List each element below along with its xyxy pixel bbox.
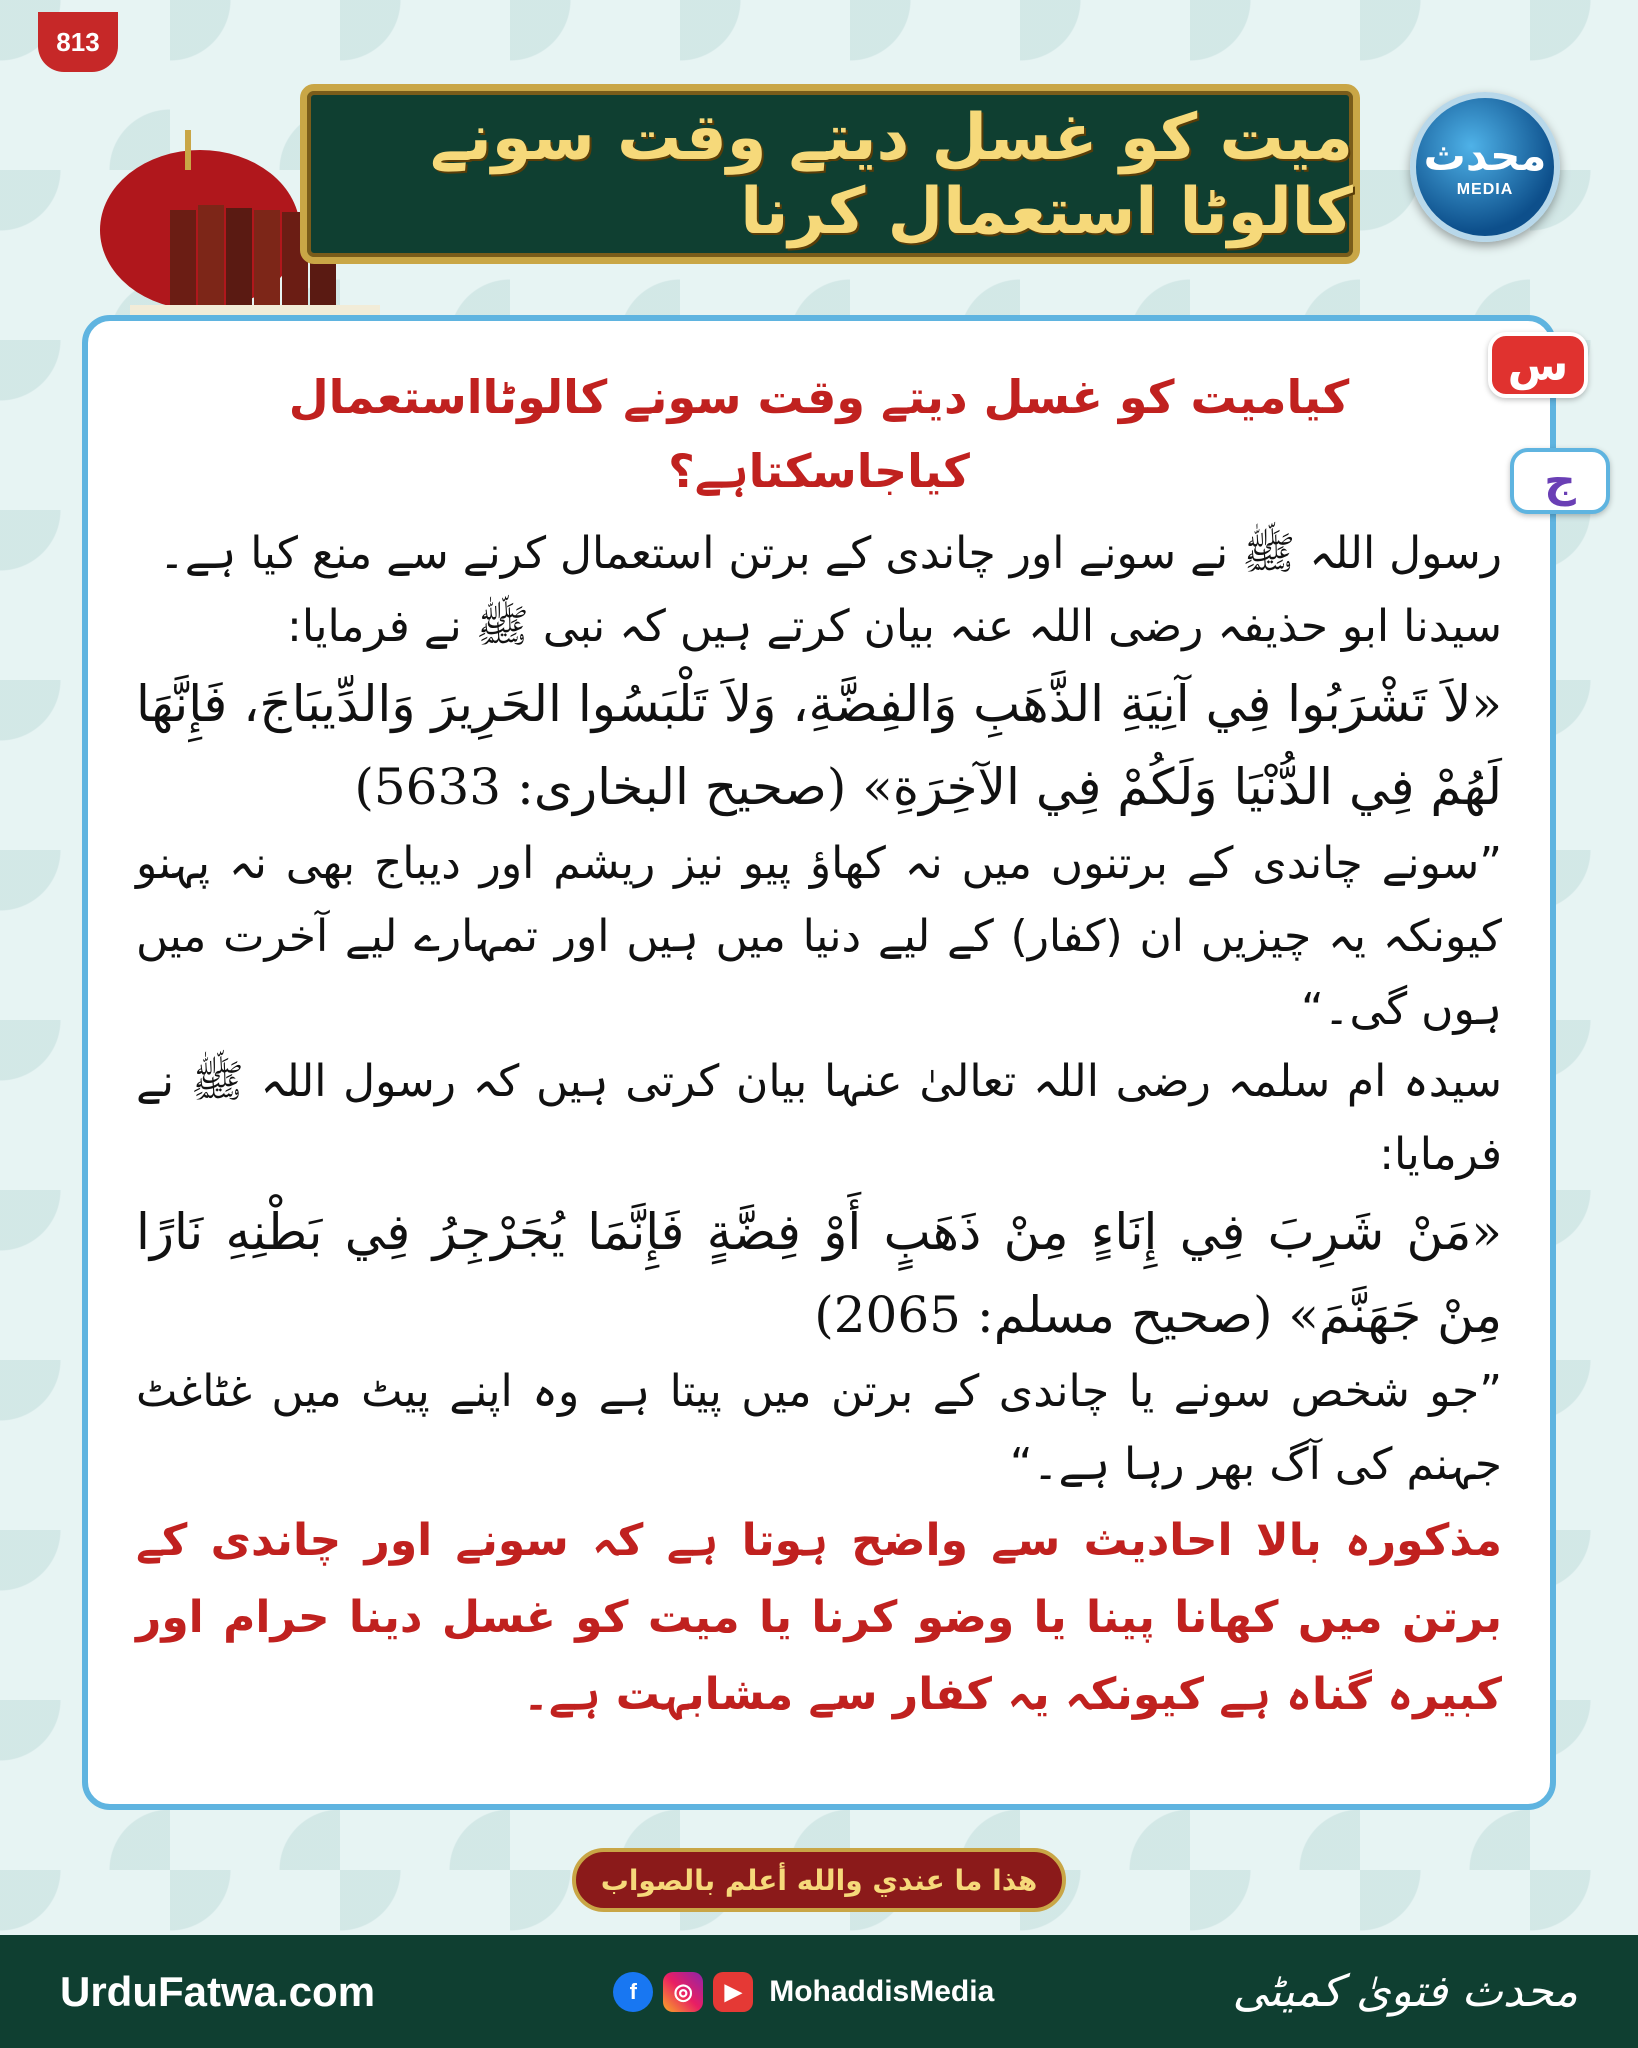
page-title: میت کو غسل دیتے وقت سونے کالوٹا استعمال کرنا (430, 100, 1353, 249)
question-badge: س (1488, 332, 1588, 398)
translation-2: ”جو شخص سونے یا چاندی کے برتن میں پیتا ہے وہ اپنے پیٹ میں غٹاغٹ جہنم کی آگ بھر رہا ہے۔“ (136, 1366, 1502, 1490)
answer-badge: ج (1510, 448, 1610, 514)
social-links (613, 1972, 994, 2012)
answer-paragraph-2: سیدنا ابو حذیفہ رضی اللہ عنہ بیان کرتے ہیں کہ نبی ﷺ نے فرمایا: (287, 600, 1502, 652)
answer-paragraph-3: سیدہ ام سلمہ رضی اللہ تعالیٰ عنہا بیان کرتی ہیں کہ رسول اللہ ﷺ نے فرمایا: (136, 1056, 1502, 1180)
logo-sub-text: MEDIA (1456, 181, 1514, 198)
youtube-icon[interactable]: ▶ (713, 1972, 753, 2012)
answer-paragraph-1: رسول اللہ ﷺ نے سونے اور چاندی کے برتن استعمال کرنے سے منع کیا ہے۔ (158, 528, 1502, 580)
mohaddis-media-logo (1410, 92, 1560, 242)
website-link[interactable]: UrduFatwa.com (60, 1967, 376, 2015)
social-handle[interactable]: MohaddisMedia (769, 1974, 995, 2008)
closing-phrase: هذا ما عندي والله أعلم بالصواب (572, 1848, 1066, 1912)
page-number: 813 (38, 12, 118, 72)
instagram-icon[interactable]: ◎ (663, 1972, 703, 2012)
footer-bar (0, 1935, 1638, 2048)
conclusion-text: مذکورہ بالا احادیث سے واضح ہوتا ہے کہ سونے اور چاندی کے برتن میں کھانا پینا یا وضو کرنا یا میت کو غسل دینا حرام اور کبیرہ گناہ ہے کیونکہ یہ کفار سے مشابہت ہے۔ (136, 1514, 1502, 1720)
logo-main-text: محدث (1423, 131, 1547, 180)
footer-brand: محدث فتویٰ کمیٹی (1232, 1966, 1578, 2017)
hadith-2: «مَنْ شَرِبَ فِي إِنَاءٍ مِنْ ذَهَبٍ أَوْ فِضَّةٍ فَإِنَّمَا يُجَرْجِرُ فِي بَطْنِهِ نَارًا مِنْ جَهَنَّمَ» (صحيح مسلم: 2065) (136, 1203, 1502, 1344)
hadith-1: «لاَ تَشْرَبُوا فِي آنِيَةِ الذَّهَبِ وَالفِضَّةِ، وَلاَ تَلْبَسُوا الحَرِيرَ وَالدِّيبَاجَ، فَإِنَّهَا لَهُمْ فِي الدُّنْيَا وَلَكُمْ فِي الآخِرَةِ» (صحيح البخاری: 5633) (136, 675, 1502, 816)
header-banner (300, 84, 1360, 264)
facebook-icon[interactable]: f (613, 1972, 653, 2012)
question-text: کیامیت کو غسل دیتے وقت سونے کالوٹااستعمال کیاجاسکتاہے؟ (288, 370, 1350, 498)
content-card (82, 315, 1556, 1810)
translation-1: ”سونے چاندی کے برتنوں میں نہ کھاؤ پیو نیز ریشم اور دیباج بھی نہ پہنو کیونکہ یہ چیزیں ان (کفار) کے لیے دنیا میں ہیں اور تمہارے لیے آخرت میں ہوں گی۔“ (136, 838, 1502, 1035)
